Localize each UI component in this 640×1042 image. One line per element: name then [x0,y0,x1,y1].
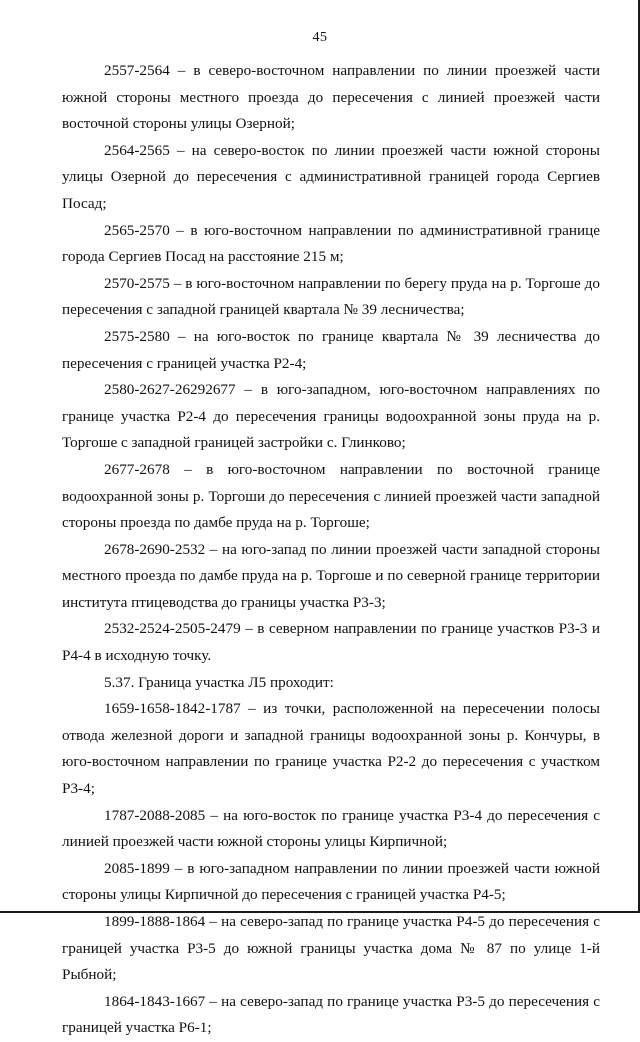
section-heading-5-37: 5.37. Граница участка Л5 проходит: [104,673,334,691]
paragraph-2575-2580: 2575-2580 – на юго-восток по границе квартала № 39 лесничества до пересечения с границей участка Р2-4; [62,327,600,372]
paragraph-2532-2479: 2532-2524-2505-2479 – в северном направлении по границе участков Р3-3 и Р4-4 в исходную точку. [62,620,600,665]
paragraph-2085-1899: 2085-1899 – в юго-западном направлении по линии проезжей части южной стороны улицы Кирпичной до пересечения с границей участка Р4-5; [62,859,600,904]
paragraph-2677-2678: 2677-2678 – в юго-восточном направлении по восточной границе водоохранной зоны р. Торгоши до пересечения с линией проезжей части западной стороны проезда по дамбе пруда на р. Торгоше; [62,460,600,532]
paragraph-2565-2570: 2565-2570 – в юго-восточном направлении по административной границе города Сергиев Посад на расстояние 215 м; [62,221,600,266]
paragraph-2678-2532: 2678-2690-2532 – на юго-запад по линии проезжей части западной стороны местного проезда по дамбе пруда на р. Торгоше и по северной границе территории института птицеводства до границы участка Р3-3; [62,540,600,611]
paragraph-2570-2575: 2570-2575 – в юго-восточном направлении по берегу пруда на р. Торгоше до пересечения с западной границей квартала № 39 лесничества; [62,274,600,319]
paragraph-1864-1667: 1864-1843-1667 – на северо-запад по границе участка Р3-5 до пересечения с границей участка Р6-1; [62,992,600,1037]
document-body [62,58,600,1042]
page-number: 45 [312,30,328,45]
paragraph-2580-2677: 2580-2627-26292677 – в юго-западном, юго-восточном направлениях по границе участка Р2-4 до пересечения границы водоохранной зоны пруда на р. Торгоше с западной границей застройки с. Глинково; [62,381,600,452]
paragraph-2564-2565: 2564-2565 – на северо-восток по линии проезжей части южной стороны улицы Озерной до пересечения с административной границей города Сергиев Посад; [62,141,600,212]
paragraph-1899-1864: 1899-1888-1864 – на северо-запад по границе участка Р4-5 до пересечения с границей участка Р3-5 до южной границы участка дома № 87 по улице 1-й Рыбной; [62,913,600,984]
paragraph-1659-1787: 1659-1658-1842-1787 – из точки, расположенной на пересечении полосы отвода железной дороги и западной границы водоохранной зоны р. Кончуры, в юго-восточном направлении по границе участка Р2-2 до пересечения с участком Р3-4; [62,700,600,798]
paragraph-2557-2564: 2557-2564 – в северо-восточном направлении по линии проезжей части южной стороны местного проезда до пересечения с линией проезжей части восточной стороны улицы Озерной; [62,62,600,133]
paragraph-1787-2085: 1787-2088-2085 – на юго-восток по границе участка Р3-4 до пересечения с линией проезжей части южной стороны улицы Кирпичной; [62,806,600,851]
